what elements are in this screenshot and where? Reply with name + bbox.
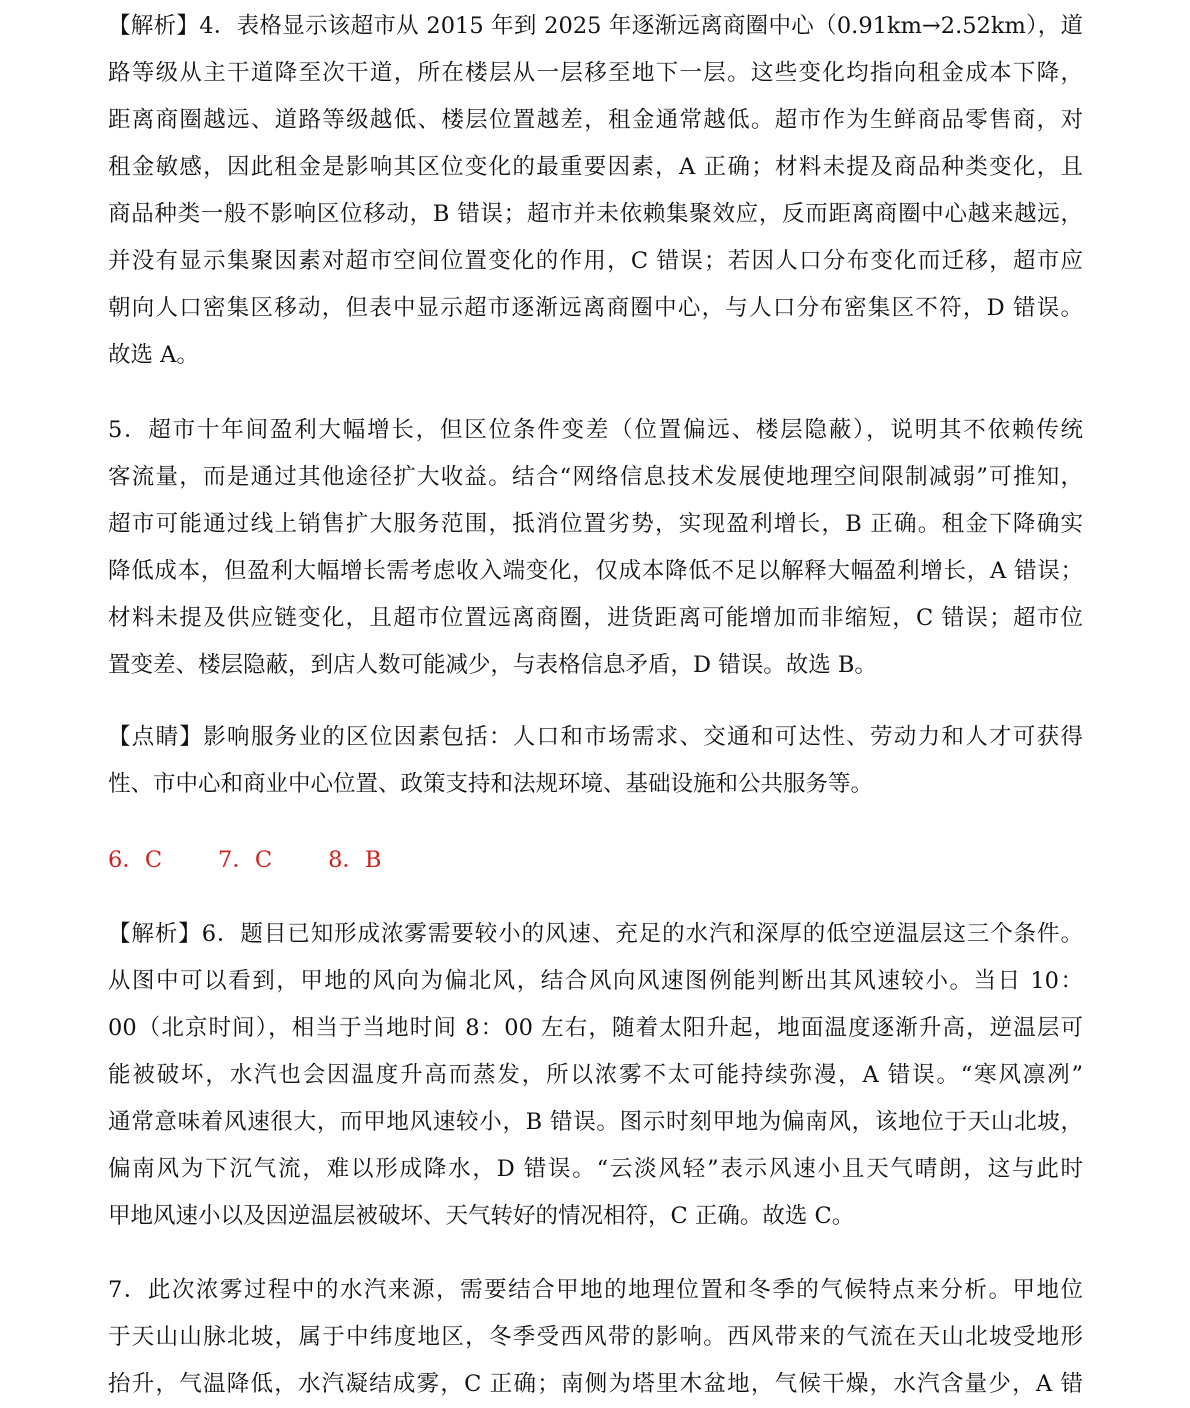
answer-item: 8．B [328,847,382,873]
text-line: 【解析】4．表格显示该超市从 2015 年到 2025 年逐渐远离商圈中心（0.91km→2.52km），道 [108,13,1083,39]
text-line: 甲地风速小以及因逆温层被破坏、天气转好的情况相符，C 正确。故选 C。 [108,1203,855,1229]
answer-item: 6．C [108,847,163,873]
text-line: 超市可能通过线上销售扩大服务范围，抵消位置劣势，实现盈利增长，B 正确。租金下降确实 [108,511,1083,537]
text-line: 置变差、楼层隐蔽，到店人数可能减少，与表格信息矛盾，D 错误。故选 B。 [108,652,877,678]
text-line: 7．此次浓雾过程中的水汽来源，需要结合甲地的地理位置和冬季的气候特点来分析。甲地位 [108,1277,1083,1303]
text-line: 从图中可以看到，甲地的风向为偏北风，结合风向风速图例能判断出其风速较小。当日 10： [108,968,1083,994]
text-line: 降低成本，但盈利大幅增长需考虑收入端变化，仅成本降低不足以解释大幅盈利增长，A 错误； [108,558,1083,584]
analysis-paragraph-6 [108,911,1083,1240]
text-line: 客流量，而是通过其他途径扩大收益。结合“网络信息技术发展使地理空间限制减弱”可推知， [108,464,1083,490]
text-line: 偏南风为下沉气流，难以形成降水，D 错误。“云淡风轻”表示风速小且天气晴朗，这与此时 [108,1156,1083,1182]
text-line: 路等级从主干道降至次干道，所在楼层从一层移至地下一层。这些变化均指向租金成本下降， [108,60,1083,86]
text-line: 并没有显示集聚因素对超市空间位置变化的作用，C 错误；若因人口分布变化而迁移，超市应 [108,248,1083,274]
text-line: 距离商圈越远、道路等级越低、楼层位置越差，租金通常越低。超市作为生鲜商品零售商，对 [108,107,1083,133]
text-line: 能被破坏，水汽也会因温度升高而蒸发，所以浓雾不太可能持续弥漫，A 错误。“寒风凛冽” [108,1062,1083,1088]
text-line: 抬升，气温降低，水汽凝结成雾，C 正确；南侧为塔里木盆地，气候干燥，水汽含量少，A 错 [108,1371,1083,1397]
text-line: 租金敏感，因此租金是影响其区位变化的最重要因素，A 正确；材料未提及商品种类变化，且 [108,154,1083,180]
text-line: 【点睛】影响服务业的区位因素包括：人口和市场需求、交通和可达性、劳动力和人才可获得 [108,724,1083,750]
remark-paragraph [108,714,1083,808]
answer-item: 7．C [218,847,273,873]
answer-key [108,837,437,884]
text-line: 材料未提及供应链变化，且超市位置远离商圈，进货距离可能增加而非缩短，C 错误；超市位 [108,605,1083,631]
text-line: 性、市中心和商业中心位置、政策支持和法规环境、基础设施和公共服务等。 [108,771,874,797]
analysis-paragraph-4 [108,3,1083,379]
text-line: 通常意味着风速很大，而甲地风速较小，B 错误。图示时刻甲地为偏南风，该地位于天山北坡， [108,1109,1083,1135]
text-line: 【解析】6．题目已知形成浓雾需要较小的风速、充足的水汽和深厚的低空逆温层这三个条件。 [108,921,1083,947]
text-line: 5．超市十年间盈利大幅增长，但区位条件变差（位置偏远、楼层隐蔽），说明其不依赖传统 [108,417,1083,443]
analysis-paragraph-7 [108,1267,1083,1408]
text-line: 商品种类一般不影响区位移动，B 错误；超市并未依赖集聚效应，反而距离商圈中心越来越远， [108,201,1083,227]
text-line: 故选 A。 [108,342,199,368]
text-line: 00（北京时间），相当于当地时间 8：00 左右，随着太阳升起，地面温度逐渐升高，逆温层可 [108,1015,1083,1041]
text-line: 朝向人口密集区移动，但表中显示超市逐渐远离商圈中心，与人口分布密集区不符，D 错误。 [108,295,1083,321]
analysis-paragraph-5 [108,407,1083,689]
text-line: 于天山山脉北坡，属于中纬度地区，冬季受西风带的影响。西风带来的气流在天山北坡受地形 [108,1324,1083,1350]
